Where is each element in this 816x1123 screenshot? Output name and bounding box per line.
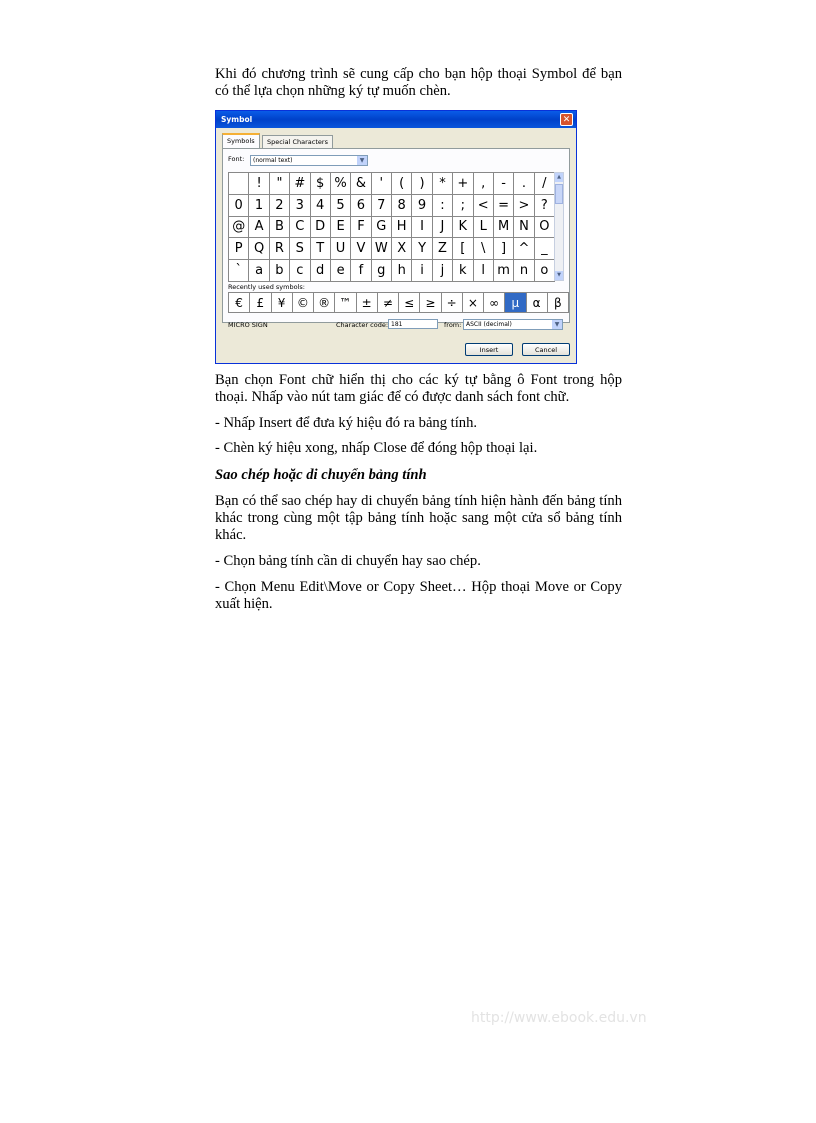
recent-symbol-cell[interactable]: α <box>527 293 548 313</box>
symbol-cell[interactable]: + <box>453 173 473 195</box>
symbol-cell[interactable]: l <box>474 260 494 282</box>
scroll-up-icon[interactable]: ▲ <box>555 173 563 182</box>
symbol-dialog <box>215 110 577 364</box>
symbol-cell[interactable]: I <box>412 217 432 239</box>
symbol-cell[interactable]: U <box>331 238 351 260</box>
recent-symbol-cell[interactable]: ± <box>357 293 378 313</box>
symbol-cell[interactable]: / <box>535 173 555 195</box>
symbol-cell[interactable]: % <box>331 173 351 195</box>
symbol-cell[interactable]: M <box>494 217 514 239</box>
font-select[interactable] <box>250 155 368 166</box>
symbol-cell[interactable]: > <box>514 195 534 217</box>
symbol-cell[interactable]: * <box>433 173 453 195</box>
copy-paragraph: Bạn có thể sao chép hay di chuyển bảng tính hiện hành đến bảng tính khác trong cùng một tập bảng tính hoặc sang một cửa sổ bảng tính khác. <box>215 493 622 543</box>
symbol-cell[interactable]: ^ <box>514 238 534 260</box>
symbol-cell[interactable]: & <box>351 173 371 195</box>
recent-symbol-cell[interactable]: × <box>463 293 484 313</box>
insert-button[interactable]: Insert <box>465 343 513 356</box>
symbol-cell[interactable]: " <box>270 173 290 195</box>
from-label: from: <box>444 321 462 329</box>
symbol-cell[interactable]: C <box>290 217 310 239</box>
symbol-cell[interactable]: n <box>514 260 534 282</box>
symbol-cell[interactable]: Q <box>249 238 269 260</box>
select-instruction: - Chọn bảng tính cần di chuyển hay sao chép. <box>215 553 481 569</box>
symbol-cell[interactable]: 2 <box>270 195 290 217</box>
symbol-cell[interactable]: V <box>351 238 371 260</box>
font-value: (normal text) <box>253 157 293 164</box>
symbol-cell[interactable]: P <box>229 238 249 260</box>
symbol-cell[interactable]: c <box>290 260 310 282</box>
symbol-cell[interactable]: g <box>372 260 392 282</box>
symbol-cell[interactable]: $ <box>311 173 331 195</box>
symbol-cell[interactable]: 3 <box>290 195 310 217</box>
symbol-cell[interactable]: O <box>535 217 555 239</box>
symbol-cell[interactable]: i <box>412 260 432 282</box>
recent-symbol-cell[interactable]: ® <box>314 293 335 313</box>
recent-symbol-cell[interactable]: © <box>293 293 314 313</box>
footer-url: http://www.ebook.edu.vn <box>471 1010 647 1026</box>
symbol-cell[interactable]: E <box>331 217 351 239</box>
font-paragraph: Bạn chọn Font chữ hiển thị cho các ký tự bằng ô Font trong hộp thoại. Nhấp vào nút tam giác để có được danh sách font chữ. <box>215 372 622 405</box>
symbol-cell[interactable]: # <box>290 173 310 195</box>
tab-symbols[interactable]: Symbols <box>222 133 260 150</box>
symbol-scrollbar[interactable] <box>554 172 564 281</box>
symbol-cell[interactable]: a <box>249 260 269 282</box>
symbol-cell[interactable]: 6 <box>351 195 371 217</box>
symbol-cell[interactable]: Z <box>433 238 453 260</box>
menu-instruction: - Chọn Menu Edit\Move or Copy Sheet… Hộp thoại Move or Copy xuất hiện. <box>215 579 622 612</box>
symbol-cell[interactable]: _ <box>535 238 555 260</box>
symbol-cell[interactable]: , <box>474 173 494 195</box>
symbol-cell[interactable]: [ <box>453 238 473 260</box>
symbol-cell[interactable]: L <box>474 217 494 239</box>
symbol-cell[interactable]: ` <box>229 260 249 282</box>
recent-symbol-cell[interactable]: ÷ <box>442 293 463 313</box>
symbol-cell[interactable]: 7 <box>372 195 392 217</box>
symbol-cell[interactable]: \ <box>474 238 494 260</box>
character-name: MICRO SIGN <box>228 321 268 329</box>
from-value: ASCII (decimal) <box>466 321 512 328</box>
symbol-cell[interactable]: f <box>351 260 371 282</box>
scroll-down-icon[interactable]: ▼ <box>555 271 563 280</box>
close-instruction: - Chèn ký hiệu xong, nhấp Close để đóng hộp thoại lại. <box>215 440 538 456</box>
chevron-down-icon[interactable]: ▼ <box>552 320 562 329</box>
symbol-cell[interactable]: = <box>494 195 514 217</box>
insert-instruction: - Nhấp Insert để đưa ký hiệu đó ra bảng tính. <box>215 415 478 431</box>
symbol-cell[interactable]: ] <box>494 238 514 260</box>
symbol-cell[interactable]: 1 <box>249 195 269 217</box>
symbol-cell[interactable]: S <box>290 238 310 260</box>
symbol-cell[interactable]: k <box>453 260 473 282</box>
dialog-title: Symbol <box>221 115 253 124</box>
symbol-cell[interactable]: d <box>311 260 331 282</box>
character-code-label: Character code: <box>336 321 389 329</box>
recent-symbol-cell[interactable]: ∞ <box>484 293 505 313</box>
recent-symbol-cell[interactable]: € <box>229 293 250 313</box>
section-heading: Sao chép hoặc di chuyển bảng tính <box>215 467 427 483</box>
recent-symbol-cell[interactable]: £ <box>250 293 271 313</box>
symbol-cell[interactable]: X <box>392 238 412 260</box>
symbol-cell[interactable]: A <box>249 217 269 239</box>
symbol-cell[interactable]: : <box>433 195 453 217</box>
recent-symbol-cell[interactable]: ≤ <box>399 293 420 313</box>
close-icon[interactable]: ✕ <box>560 113 573 126</box>
recent-symbol-cell[interactable]: ™ <box>335 293 356 313</box>
symbol-cell[interactable]: e <box>331 260 351 282</box>
recent-symbols-label: Recently used symbols: <box>228 283 305 291</box>
recent-symbol-cell[interactable]: ≠ <box>378 293 399 313</box>
symbol-cell[interactable]: b <box>270 260 290 282</box>
symbol-cell[interactable]: o <box>535 260 555 282</box>
symbol-cell[interactable]: ( <box>392 173 412 195</box>
symbol-cell[interactable]: . <box>514 173 534 195</box>
symbol-cell[interactable]: B <box>270 217 290 239</box>
symbol-cell[interactable]: 9 <box>412 195 432 217</box>
symbol-cell[interactable]: 4 <box>311 195 331 217</box>
cancel-button[interactable]: Cancel <box>522 343 570 356</box>
tab-special-characters[interactable]: Special Characters <box>262 135 333 149</box>
recent-symbol-cell[interactable]: β <box>548 293 569 313</box>
symbol-cell[interactable]: ; <box>453 195 473 217</box>
recent-symbol-cell[interactable]: ≥ <box>420 293 441 313</box>
symbol-cell[interactable]: ! <box>249 173 269 195</box>
recent-symbol-cell[interactable]: ¥ <box>272 293 293 313</box>
scroll-thumb[interactable] <box>555 184 563 204</box>
symbol-cell[interactable]: m <box>494 260 514 282</box>
symbol-cell[interactable]: 0 <box>229 195 249 217</box>
chevron-down-icon[interactable]: ▼ <box>357 156 367 165</box>
recent-symbols-grid <box>228 292 569 313</box>
symbol-cell[interactable]: J <box>433 217 453 239</box>
symbol-cell[interactable] <box>229 173 249 195</box>
symbol-cell[interactable]: Y <box>412 238 432 260</box>
symbol-cell[interactable]: N <box>514 217 534 239</box>
symbol-cell[interactable]: 8 <box>392 195 412 217</box>
symbol-cell[interactable]: K <box>453 217 473 239</box>
character-code-input[interactable]: 181 <box>388 319 438 329</box>
symbol-cell[interactable]: 5 <box>331 195 351 217</box>
symbol-cell[interactable]: D <box>311 217 331 239</box>
recent-symbol-cell[interactable]: µ <box>505 293 526 313</box>
symbol-cell[interactable]: h <box>392 260 412 282</box>
symbol-cell[interactable]: G <box>372 217 392 239</box>
from-select[interactable] <box>463 319 563 330</box>
symbol-cell[interactable]: j <box>433 260 453 282</box>
symbol-grid <box>228 172 555 282</box>
font-label: Font: <box>228 155 245 163</box>
symbol-cell[interactable]: F <box>351 217 371 239</box>
symbol-cell[interactable]: R <box>270 238 290 260</box>
dialog-titlebar <box>216 111 576 128</box>
symbol-cell[interactable]: @ <box>229 217 249 239</box>
symbol-cell[interactable]: W <box>372 238 392 260</box>
symbol-cell[interactable]: ' <box>372 173 392 195</box>
intro-paragraph: Khi đó chương trình sẽ cung cấp cho bạn hộp thoại Symbol để bạn có thể lựa chọn những ký tự muốn chèn. <box>215 66 622 99</box>
symbol-cell[interactable]: - <box>494 173 514 195</box>
symbol-cell[interactable]: ) <box>412 173 432 195</box>
symbol-cell[interactable]: < <box>474 195 494 217</box>
symbol-cell[interactable]: H <box>392 217 412 239</box>
symbol-cell[interactable]: T <box>311 238 331 260</box>
symbol-cell[interactable]: ? <box>535 195 555 217</box>
